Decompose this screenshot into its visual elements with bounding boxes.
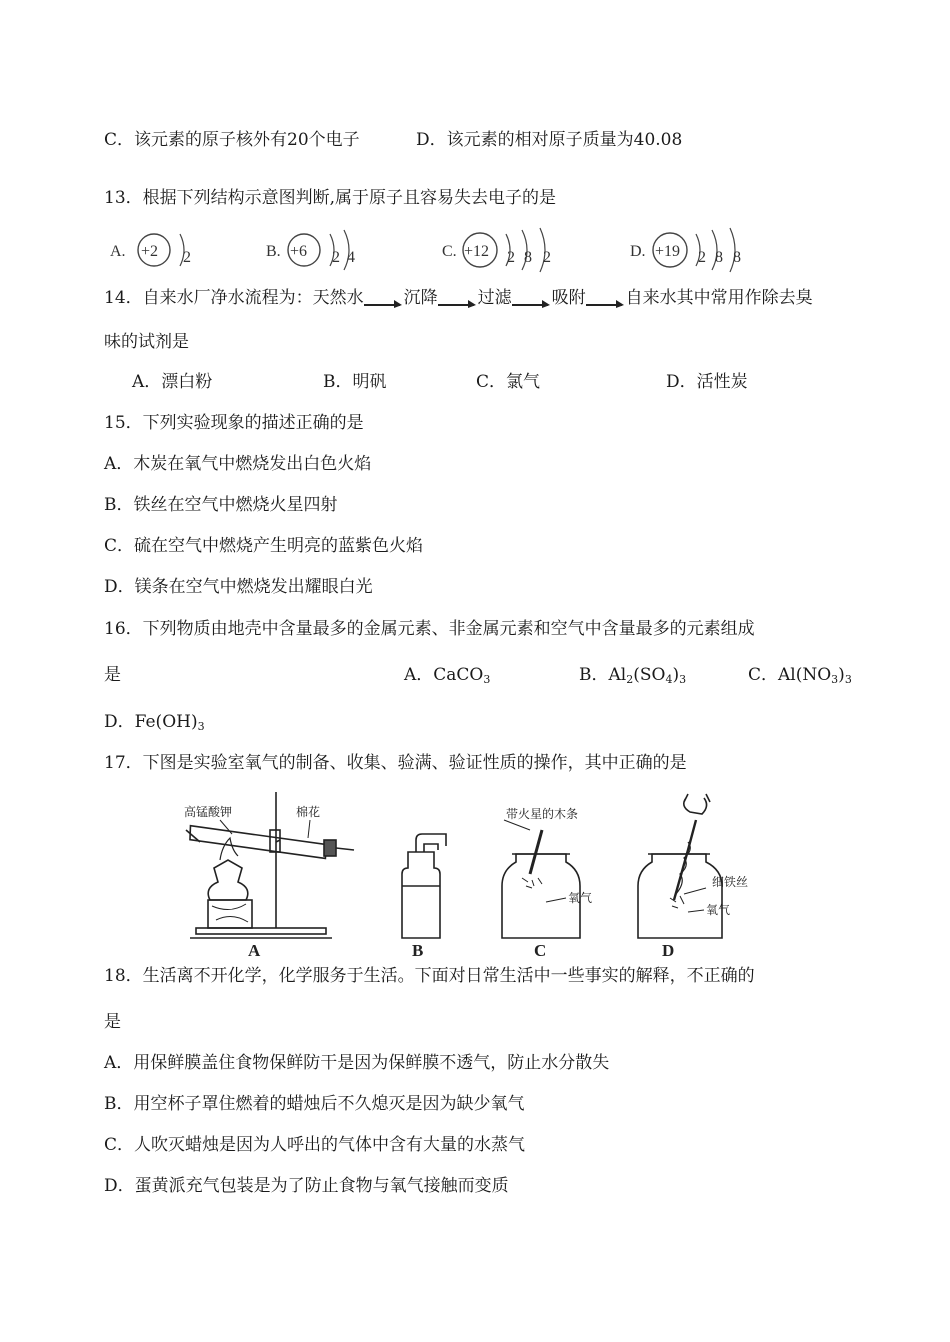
atom-c-nucleus-charge: +12 <box>464 243 490 260</box>
process-arrow-icon <box>586 293 626 309</box>
caption-c: C <box>534 941 547 960</box>
q14-option-a: A．漂白粉 <box>132 372 213 392</box>
label-kmno4: 高锰酸钾 <box>184 805 233 819</box>
q14-step-filtration: 过滤 <box>477 288 512 308</box>
process-arrow-icon <box>364 293 404 309</box>
atom-d-shell-3: 8 <box>733 249 741 266</box>
q18-option-a: A．用保鲜膜盖住食物保鲜防干是因为保鲜膜不透气，防止水分散失 <box>104 1053 610 1073</box>
q15-option-b: B．铁丝在空气中燃烧火星四射 <box>104 495 338 515</box>
q12-option-d: D．该元素的相对原子质量为40.08 <box>416 130 683 150</box>
label-iron-wire: 细铁丝 <box>712 875 749 889</box>
q18-stem-line1: 18．生活离不开化学，化学服务于生活。下面对日常生活中一些事实的解释，不正确的 <box>104 966 755 986</box>
q16-option-b-text: B．Al <box>579 665 627 685</box>
q16-option-b-end: ) <box>672 665 680 685</box>
q16-option-c-end: ) <box>838 665 845 685</box>
caption-b: B <box>412 941 424 960</box>
caption-a: A <box>248 941 261 960</box>
label-oxygen-c: 氧气 <box>568 891 593 905</box>
q16-option-b-sub3: 3 <box>679 673 687 686</box>
label-cotton: 棉花 <box>296 805 321 819</box>
q13-stem: 13．根据下列结构示意图判断,属于原子且容易失去电子的是 <box>104 188 557 208</box>
q14-step-adsorption: 吸附 <box>551 288 586 308</box>
process-arrow-icon <box>512 293 552 309</box>
q17-stem: 17．下图是实验室氧气的制备、收集、验满、验证性质的操作，其中正确的是 <box>104 753 687 773</box>
process-arrow-icon <box>438 293 478 309</box>
q15-option-a: A．木炭在氧气中燃烧发出白色火焰 <box>104 454 372 474</box>
q14-option-c: C．氯气 <box>476 372 541 392</box>
q12-option-c: C．该元素的原子核外有20个电子 <box>104 130 360 150</box>
atom-c-shell-2: 8 <box>524 249 532 266</box>
q16-option-b <box>579 664 686 691</box>
atom-a-shell-1: 2 <box>183 249 191 266</box>
atom-b-label: B. <box>266 243 281 260</box>
q14-stem-line2: 味的试剂是 <box>104 332 189 352</box>
q16-option-c-sub2: 3 <box>844 673 852 686</box>
atom-b-shell-2: 4 <box>347 249 355 266</box>
q15-option-c: C．硫在空气中燃烧产生明亮的蓝紫色火焰 <box>104 536 424 556</box>
q16-option-a-sub: 3 <box>483 673 491 686</box>
q14-stem-end: 自来水其中常用作除去臭 <box>625 288 813 308</box>
q16-option-b-sub1: 2 <box>626 673 634 686</box>
atom-c-shell-3: 2 <box>543 249 551 266</box>
atom-d-nucleus-charge: +19 <box>655 243 681 260</box>
atom-a-label: A. <box>110 243 126 260</box>
atom-b-shell-1: 2 <box>332 249 340 266</box>
q18-stem-line2: 是 <box>104 1012 121 1032</box>
q16-option-d <box>104 711 205 738</box>
atom-d-label: D. <box>630 243 646 260</box>
q14-stem-start: 14．自来水厂净水流程为：天然水 <box>104 288 364 308</box>
q18-option-c: C．人吹灭蜡烛是因为人呼出的气体中含有大量的水蒸气 <box>104 1135 526 1155</box>
q14-option-d: D．活性炭 <box>666 372 748 392</box>
q16-option-c-sub1: 3 <box>831 673 839 686</box>
label-oxygen-d: 氧气 <box>706 903 731 917</box>
q18-option-d: D．蛋黄派充气包装是为了防止食物与氧气接触而变质 <box>104 1176 509 1196</box>
oxygen-experiment-figure <box>176 790 776 960</box>
label-splint: 带火星的木条 <box>506 807 579 821</box>
q15-option-d: D．镁条在空气中燃烧发出耀眼白光 <box>104 577 373 597</box>
q14-option-b: B．明矾 <box>323 372 387 392</box>
atomic-structure-diagrams <box>104 222 764 274</box>
q16-option-c-text: C．Al(NO <box>748 665 832 685</box>
atom-c-label: C. <box>442 243 457 260</box>
q16-option-b-sub2: 4 <box>665 673 673 686</box>
atom-d-shell-2: 8 <box>715 249 723 266</box>
q18-option-b: B．用空杯子罩住燃着的蜡烛后不久熄灭是因为缺少氧气 <box>104 1094 525 1114</box>
q16-option-b-mid: (SO <box>633 665 666 685</box>
q16-option-d-text: D．Fe(OH) <box>104 712 198 732</box>
atom-d-shell-1: 2 <box>698 249 706 266</box>
q16-option-c <box>748 664 852 691</box>
caption-d: D <box>662 941 675 960</box>
q16-option-a <box>404 664 490 691</box>
atom-c-shell-1: 2 <box>507 249 515 266</box>
q16-option-a-text: A．CaCO <box>404 665 484 685</box>
atom-b-nucleus-charge: +6 <box>290 243 308 260</box>
atom-a-nucleus-charge: +2 <box>141 243 159 260</box>
q16-option-d-sub: 3 <box>197 720 205 733</box>
q16-stem-line1: 16．下列物质由地壳中含量最多的金属元素、非金属元素和空气中含量最多的元素组成 <box>104 619 755 639</box>
q14-stem <box>104 287 813 309</box>
q15-stem: 15．下列实验现象的描述正确的是 <box>104 413 364 433</box>
q16-stem-line2: 是 <box>104 665 121 685</box>
q14-step-sedimentation: 沉降 <box>403 288 438 308</box>
